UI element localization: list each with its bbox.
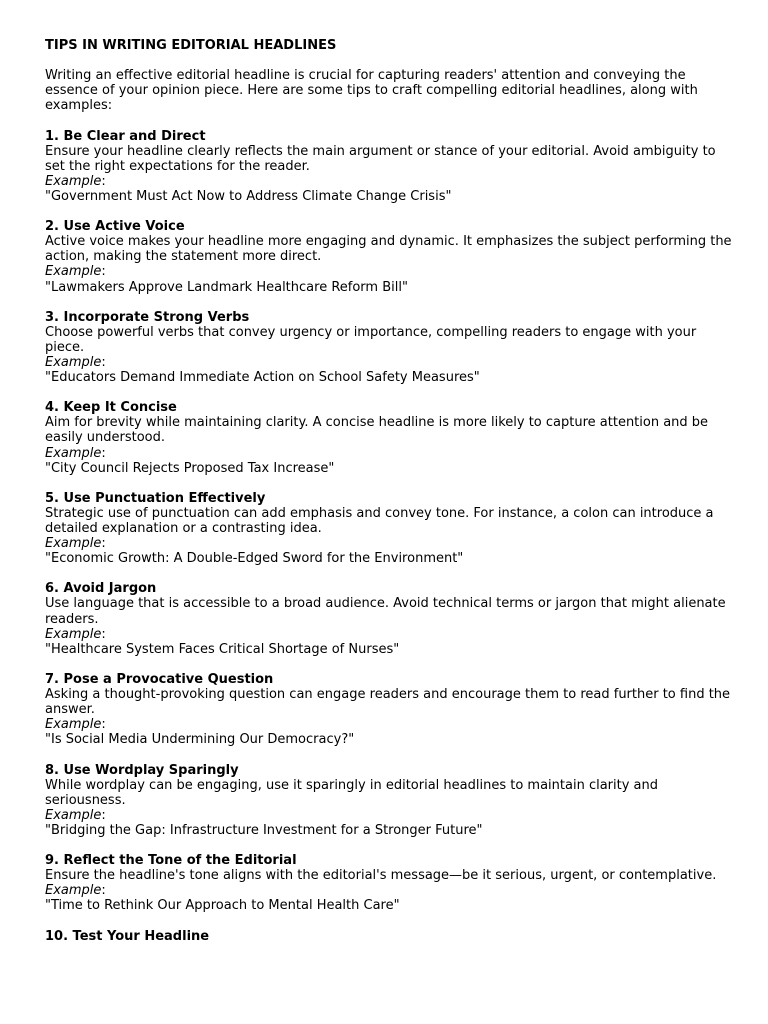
example-label: Example xyxy=(45,536,102,552)
tip-heading: 9. Reflect the Tone of the Editorial xyxy=(45,853,297,869)
tip-body: Use language that is accessible to a broad audience. Avoid technical terms or jargon that might alienate readers. xyxy=(45,596,726,627)
document-page xyxy=(45,38,735,944)
example-label-line xyxy=(45,446,735,461)
tip-body: Ensure your headline clearly reflects the main argument or stance of your editorial. Avoid ambiguity to set the right expectations for the reader. xyxy=(45,143,716,174)
tip-body: Asking a thought-provoking question can engage readers and encourage them to read further to find the answer. xyxy=(45,687,731,718)
example-label-line xyxy=(45,717,735,732)
tip-body: Aim for brevity while maintaining clarity. A concise headline is more likely to capture attention and be easily understood. xyxy=(45,415,709,446)
tip-body: Choose powerful verbs that convey urgency or importance, compelling readers to engage with your piece. xyxy=(45,324,697,355)
tip-heading: 3. Incorporate Strong Verbs xyxy=(45,309,250,325)
tip-heading: 2. Use Active Voice xyxy=(45,219,185,235)
tip-item xyxy=(45,581,735,656)
example-label-line xyxy=(45,536,735,551)
example-colon: : xyxy=(101,445,106,461)
example-label: Example xyxy=(45,807,102,823)
tip-example: "Government Must Act Now to Address Climate Change Crisis" xyxy=(45,188,452,204)
tip-heading: 5. Use Punctuation Effectively xyxy=(45,490,266,506)
tip-heading: 10. Test Your Headline xyxy=(45,928,210,944)
tip-item xyxy=(45,491,735,566)
tip-item xyxy=(45,763,735,838)
tip-example: "Is Social Media Undermining Our Democracy?" xyxy=(45,732,355,748)
example-label: Example xyxy=(45,173,102,189)
tip-body: Active voice makes your headline more engaging and dynamic. It emphasizes the subject performing the action, making the statement more direct. xyxy=(45,234,732,265)
example-label-line xyxy=(45,355,735,370)
example-label: Example xyxy=(45,883,102,899)
tip-example: "Lawmakers Approve Landmark Healthcare Reform Bill" xyxy=(45,279,408,295)
tip-item xyxy=(45,400,735,475)
tip-item xyxy=(45,219,735,294)
example-colon: : xyxy=(101,354,106,370)
example-label: Example xyxy=(45,717,102,733)
tip-heading: 4. Keep It Concise xyxy=(45,400,177,416)
tip-example: "Healthcare System Faces Critical Shortage of Nurses" xyxy=(45,641,400,657)
tip-item xyxy=(45,929,735,944)
tip-body: While wordplay can be engaging, use it sparingly in editorial headlines to maintain clarity and seriousness. xyxy=(45,777,659,808)
intro-paragraph: Writing an effective editorial headline is crucial for capturing readers' attention and conveying the essence of your opinion piece. Here are some tips to craft compelling editorial headlines, along with examples: xyxy=(45,68,698,114)
tip-example: "City Council Rejects Proposed Tax Increase" xyxy=(45,460,335,476)
tip-heading: 1. Be Clear and Direct xyxy=(45,128,206,144)
example-colon: : xyxy=(101,807,106,823)
example-colon: : xyxy=(101,883,106,899)
tip-item xyxy=(45,672,735,747)
example-colon: : xyxy=(101,173,106,189)
tip-item xyxy=(45,129,735,204)
example-label-line xyxy=(45,808,735,823)
example-colon: : xyxy=(101,536,106,552)
document-title: TIPS IN WRITING EDITORIAL HEADLINES xyxy=(45,38,337,53)
tip-example: "Time to Rethink Our Approach to Mental Health Care" xyxy=(45,898,400,914)
example-label-line xyxy=(45,174,735,189)
example-label: Example xyxy=(45,354,102,370)
example-label-line xyxy=(45,264,735,279)
tip-item xyxy=(45,310,735,385)
tip-body: Strategic use of punctuation can add emphasis and convey tone. For instance, a colon can introduce a detailed explanation or a contrasting idea. xyxy=(45,505,714,536)
tip-heading: 8. Use Wordplay Sparingly xyxy=(45,762,239,778)
tip-body: Ensure the headline's tone aligns with the editorial's message—be it serious, urgent, or contemplative. xyxy=(45,868,717,884)
example-colon: : xyxy=(101,626,106,642)
example-colon: : xyxy=(101,717,106,733)
tip-example: "Educators Demand Immediate Action on School Safety Measures" xyxy=(45,370,480,386)
tip-heading: 7. Pose a Provocative Question xyxy=(45,671,274,687)
tip-example: "Bridging the Gap: Infrastructure Investment for a Stronger Future" xyxy=(45,822,483,838)
example-label: Example xyxy=(45,626,102,642)
tip-example: "Economic Growth: A Double-Edged Sword for the Environment" xyxy=(45,551,464,567)
tip-heading: 6. Avoid Jargon xyxy=(45,581,157,597)
tips-list xyxy=(45,129,735,944)
example-colon: : xyxy=(101,264,106,280)
example-label-line xyxy=(45,627,735,642)
example-label: Example xyxy=(45,445,102,461)
example-label-line xyxy=(45,883,735,898)
example-label: Example xyxy=(45,264,102,280)
tip-item xyxy=(45,853,735,913)
